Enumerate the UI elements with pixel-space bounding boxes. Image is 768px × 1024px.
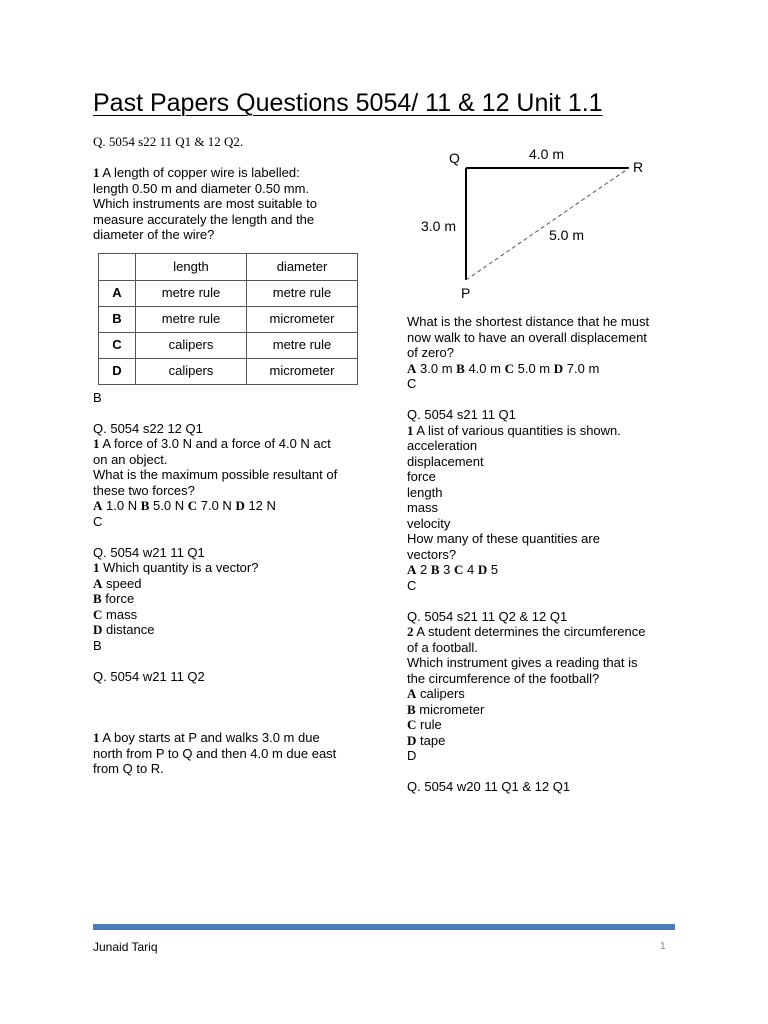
question-ref: Q. 5054 s21 11 Q2 & 12 Q1	[407, 608, 568, 624]
question-text-line: How many of these quantities are	[407, 531, 600, 546]
label-pq: 3.0 m	[421, 218, 457, 234]
question-ref: Q. 5054 s22 12 Q1	[93, 420, 203, 436]
question-ref: Q. 5054 w20 11 Q1 & 12 Q1	[407, 779, 571, 794]
option: D distance	[93, 622, 155, 637]
question-text-line: of zero?	[407, 345, 454, 360]
question-text: 1 A length of copper wire is labelled:	[93, 165, 300, 180]
table-row: B metre rule micrometer	[99, 306, 358, 332]
options-line: A 1.0 N B 5.0 N C 7.0 N D 12 N	[93, 498, 276, 513]
question-ref: Q. 5054 s22 11 Q1 & 12 Q2.	[93, 134, 244, 149]
option: B micrometer	[407, 701, 485, 717]
footer-bar	[93, 924, 675, 930]
question-text-line: diameter of the wire?	[93, 227, 215, 242]
question-text-line: What is the maximum possible resultant of	[93, 467, 338, 482]
question-text-line: measure accurately the length and the	[93, 211, 315, 227]
label-r: R	[633, 159, 644, 175]
table-row: D calipers micrometer	[99, 358, 358, 384]
page-number: 1	[660, 941, 666, 952]
option: D tape	[407, 732, 446, 748]
table-row: C calipers metre rule	[99, 332, 358, 358]
answer: B	[93, 389, 102, 405]
question-text-line: now walk to have an overall displacement	[407, 329, 647, 345]
question-text-line: Which instrument gives a reading that is	[407, 655, 638, 670]
question-text: 1 A force of 3.0 N and a force of 4.0 N act	[93, 436, 331, 451]
option: A speed	[93, 575, 142, 591]
answer: D	[407, 748, 417, 763]
list-item: mass	[407, 500, 439, 515]
page-title: Past Papers Questions 5054/ 11 & 12 Unit 1.1	[93, 89, 603, 117]
answer: C	[407, 577, 417, 593]
answer: B	[93, 637, 102, 653]
list-item: force	[407, 469, 436, 484]
table-header-row	[99, 253, 358, 280]
answer: C	[93, 513, 103, 529]
label-q: Q	[449, 150, 460, 166]
question-text-line: these two forces?	[93, 482, 195, 498]
question-text: 1 A boy starts at P and walks 3.0 m due	[93, 730, 320, 745]
footer-author: Junaid Tariq	[93, 940, 158, 954]
question-text-line: north from P to Q and then 4.0 m due east	[93, 745, 337, 761]
question-text-line: from Q to R.	[93, 761, 164, 776]
list-item: acceleration	[407, 438, 478, 453]
option: C rule	[407, 717, 442, 732]
pr-dashed-line	[466, 168, 629, 280]
list-item: length	[407, 484, 443, 500]
question-text-line: vectors?	[407, 546, 457, 562]
options-line: A 3.0 m B 4.0 m C 5.0 m D 7.0 m	[407, 360, 600, 376]
options-table	[98, 253, 358, 385]
label-p: P	[461, 285, 471, 301]
displacement-diagram	[399, 130, 659, 306]
question-text-line: of a football.	[407, 639, 478, 655]
question-text: 1 A list of various quantities is shown.	[407, 422, 621, 438]
table-header: diameter	[247, 253, 358, 280]
question-ref: Q. 5054 s21 11 Q1	[407, 407, 516, 422]
question-text-line: on an object.	[93, 451, 168, 467]
options-line: A 2 B 3 C 4 D 5	[407, 562, 499, 577]
option: C mass	[93, 606, 138, 622]
label-pr: 5.0 m	[549, 227, 585, 243]
list-item: velocity	[407, 515, 451, 531]
question-text-line: What is the shortest distance that he must	[407, 314, 650, 329]
question-text-line: Which instruments are most suitable to	[93, 196, 317, 211]
label-qr: 4.0 m	[529, 146, 565, 162]
question-text: 2 A student determines the circumference	[407, 624, 646, 639]
question-text: 1 Which quantity is a vector?	[93, 560, 259, 575]
question-ref: Q. 5054 w21 11 Q2	[93, 668, 205, 684]
question-text-line: the circumference of the football?	[407, 670, 600, 686]
table-header: length	[136, 253, 247, 280]
answer: C	[407, 376, 417, 391]
question-ref: Q. 5054 w21 11 Q1	[93, 544, 205, 560]
question-text-line: length 0.50 m and diameter 0.50 mm.	[93, 180, 310, 196]
right-column	[407, 130, 687, 795]
left-column	[93, 134, 368, 777]
table-row: A metre rule metre rule	[99, 280, 358, 306]
option: B force	[93, 591, 135, 606]
list-item: displacement	[407, 453, 484, 469]
option: A calipers	[407, 686, 465, 701]
